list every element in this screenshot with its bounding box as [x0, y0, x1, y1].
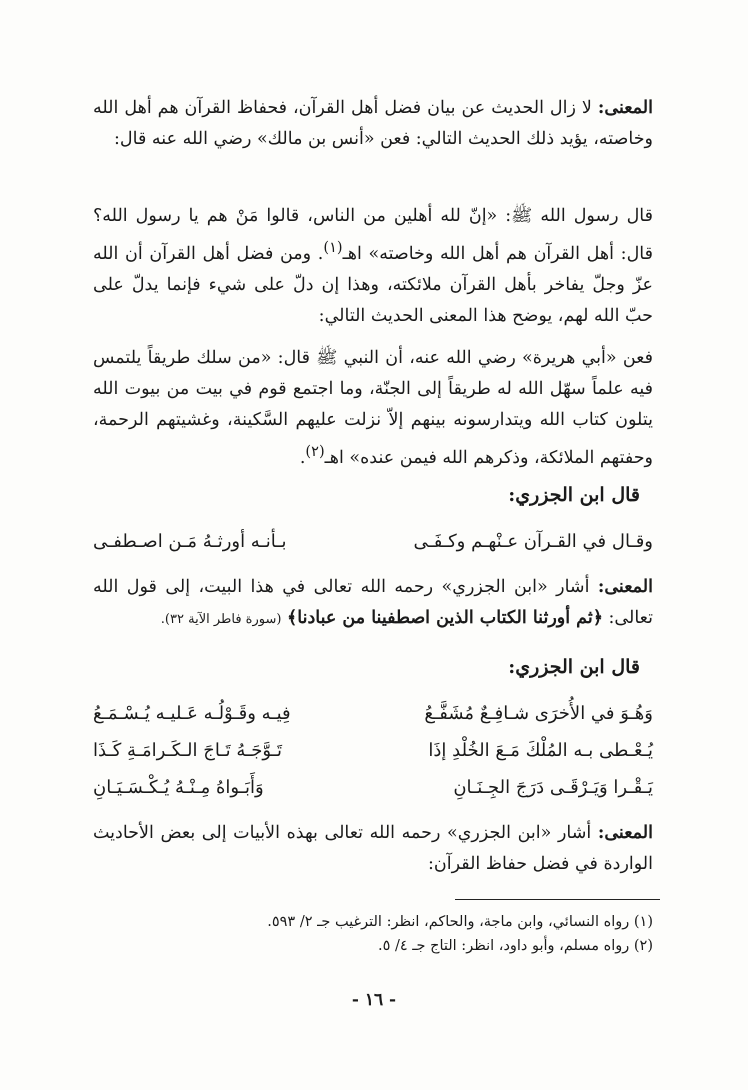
paragraph-meaning-3: [93, 818, 653, 880]
verse-row: [93, 771, 653, 805]
verse-row: [93, 697, 653, 731]
verse-hemistich-second: تَـوَّجَـهُ تَـاجَ الـكَـرامَـةِ كَـذَا: [93, 740, 282, 761]
verse-hemistich-second: فِيـه وقَـوْلُـه عَـليـه يُـسْـمَـعُ: [93, 703, 291, 724]
page-number: - ١٦ -: [351, 990, 397, 1010]
footnote-1: [93, 911, 653, 933]
paragraph-text: قال رسول الله ﷺ: «إنّ لله أهلين من الناس، قالوا مَنْ هم يا رسول الله؟ قال: أهل القرآن هم أهل الله وخاصته» اهـ: [93, 206, 653, 264]
paragraph-text: فعن «أبي هريرة» رضي الله عنه، أن النبي ﷺ قال: «من سلك طريقاً يلتمس فيه علماً سهّل الله له طريقاً إلى الجنّة، وما اجتمع قوم في بيت من بيوت الله يتلون كتاب الله ويتدارسونه بينهم إلاّ نزلت عليهم السَّكينة، وغشيتهم الرحمة، وحفتهم الملائكة، وذكرهم الله فيمن عنده» اهـ: [93, 348, 653, 468]
footnote-ref: (٢): [305, 443, 325, 460]
verse-hemistich-second: وَأَبَـواهُ مِـنْـهُ يُـكْـسَـيَـانِ: [93, 777, 264, 798]
verse-hemistich-first: يَـقْـرا وَيَـرْقَـى دَرَجَ الجِـنَـانِ: [453, 777, 653, 798]
paragraph-meaning-1: [93, 93, 653, 155]
paragraph-text: أشار «ابن الجزري» رحمه الله تعالى في هذا البيت، إلى قول الله تعالى:: [93, 577, 653, 628]
meaning-label: المعنى:: [597, 98, 653, 118]
paragraph-text: لا زال الحديث عن بيان فضل أهل القرآن، فحفاظ القرآن هم أهل الله وخاصته، يؤيد ذلك الحديث التالي: فعن «أنس بن مالك» رضي الله عنه قال:: [93, 98, 653, 149]
paragraph-hadith-2: فعن «أبي هريرة» رضي الله عنه، أن النبي ﷺ قال: «من سلك طريقاً يلتمس فيه علماً سهّل الله له طريقاً إلى الجنّة، وما اجتمع قوم في بيت من بيوت الله يتلون كتاب الله ويتدارسونه بينهم إلاّ نزلت عليهم السَّكينة، وغشيتهم الرحمة، وحفتهم الملائكة، وذكرهم الله فيمن عنده» اهـ$^{(٢)}$.: [93, 348, 653, 468]
footnote-2: [93, 935, 653, 957]
verse-hemistich-second: بـأنـه أورثـهُ مَـن اصـطفـى: [93, 531, 287, 552]
footnote-divider: [455, 899, 660, 900]
meaning-label: المعنى:: [597, 577, 653, 597]
verse-hemistich-first: وَهُـوَ في الأُخرَى شـافِـعٌ مُشَفَّـعُ: [424, 703, 653, 724]
meaning-label: المعنى:: [597, 823, 653, 843]
paragraph-meaning-2: [93, 572, 653, 635]
surah-reference: (سورة فاطر الآية ٣٢).: [160, 612, 282, 627]
quran-quote: ﴿ثم أورثنا الكتاب الذين اصطفينا من عبادنا﴾: [287, 608, 603, 628]
paragraph-hadith-1: [93, 201, 653, 332]
footnote-number: (١): [633, 914, 653, 930]
paragraph-text: أشار «ابن الجزري» رحمه الله تعالى بهذه الأبيات إلى بعض الأحاديث الواردة في فضل حفاظ القرآن:: [93, 823, 653, 874]
footnote-ref: (١): [323, 239, 343, 256]
section-heading: قال ابن الجزري:: [508, 484, 640, 506]
footnote-text: رواه النسائي، وابن ماجة، والحاكم، انظر: الترغيب جـ ٢/ ٥٩٣.: [267, 914, 630, 930]
verse-row: [93, 525, 653, 559]
footnote-number: (٢): [633, 938, 653, 954]
section-heading: قال ابن الجزري:: [508, 656, 640, 678]
verse-hemistich-first: وقـال في القـرآن عـنْهـم وكـفَـى: [413, 531, 653, 552]
paragraph-text: . ومن فضل أهل القرآن أن الله عزّ وجلّ يفاخر بأهل القرآن ملائكته، وهذا إن دلّ على شيء فإنما يدلّ على حبّ الله لهم، يوضح هذا المعنى الحديث التالي:: [93, 243, 653, 326]
verse-row: [93, 734, 653, 768]
footnote-text: رواه مسلم، وأبو داود، انظر: التاج جـ ٤/ ٥.: [377, 938, 630, 954]
verse-hemistich-first: يُـعْـطى بـه المُلْكَ مَـعَ الخُلْدِ إذَا: [428, 740, 653, 761]
